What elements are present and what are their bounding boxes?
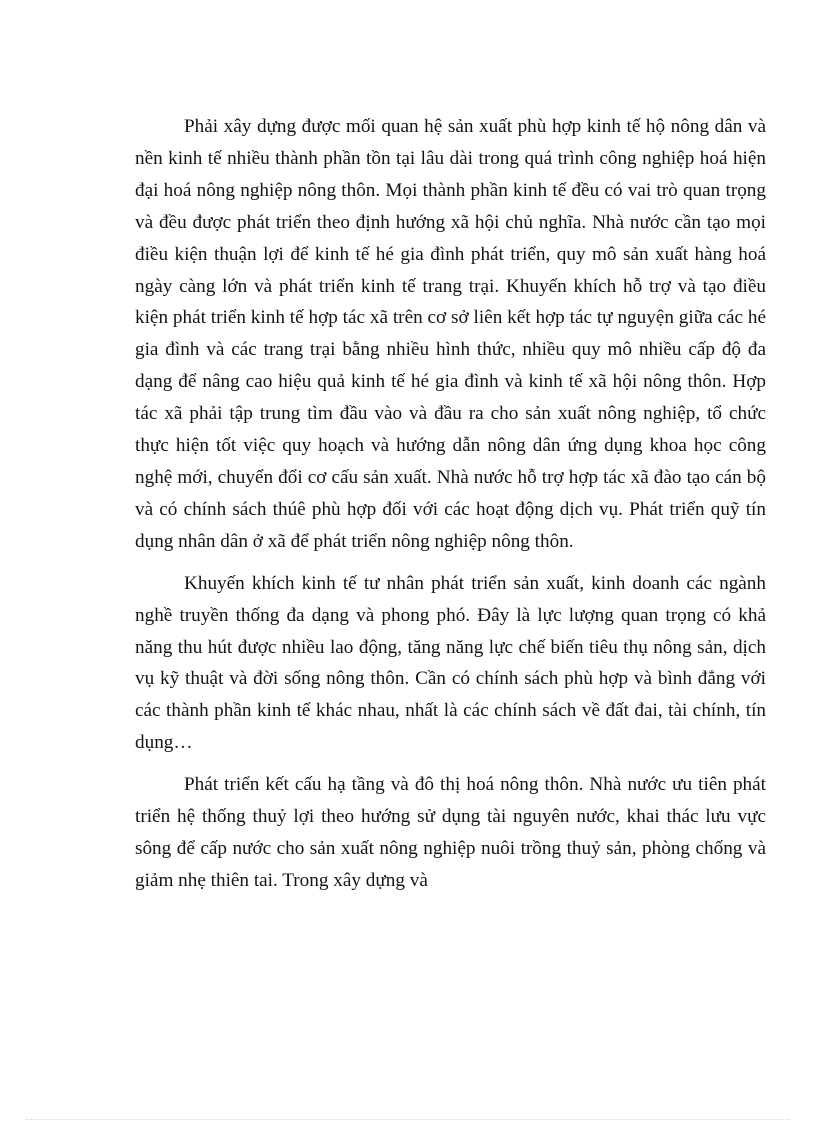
page-bottom-border: [26, 1119, 790, 1120]
body-text: [135, 111, 766, 897]
paragraph-3: Phát triển kết cấu hạ tầng và đô thị hoá nông thôn. Nhà nước ưu tiên phát triển hệ thống thuỷ lợi theo hướng sử dụng tài nguyên nước, khai thác lưu vực sông để cấp nước cho sản xuất nông nghiệp nuôi trồng thuỷ sản, phòng chống và giảm nhẹ thiên tai. Trong xây dựng và: [135, 774, 766, 891]
paragraph-1: Phải xây dựng được mối quan hệ sản xuất phù hợp kinh tế hộ nông dân và nền kinh tế nhiều thành phần tồn tại lâu dài trong quá trình công nghiệp hoá hiện đại hoá nông nghiệp nông thôn. Mọi thành phần kinh tế đều có vai trò quan trọng và đều được phát triển theo định hướng xã hội chủ nghĩa. Nhà nước cần tạo mọi điều kiện thuận lợi để kinh tế hé gia đình phát triển, quy mô sản xuất hàng hoá ngày càng lớn và phát triển kinh tế trang trại. Khuyến khích hỗ trợ và tạo điều kiện phát triển kinh tế hợp tác xã trên cơ sở liên kết hợp tác tự nguyện giữa các hé gia đình và các trang trại bằng nhiều hình thức, nhiều quy mô nhiều cấp độ đa dạng để nâng cao hiệu quả kinh tế hé gia đình và kinh tế xã hội nông thôn. Hợp tác xã phải tập trung tìm đầu vào và đầu ra cho sản xuất nông nghiệp, tổ chức thực hiện tốt việc quy hoạch và hướng dẫn nông dân ứng dụng khoa học công nghệ mới, chuyển đổi cơ cấu sản xuất. Nhà nước hỗ trợ hợp tác xã đào tạo cán bộ và có chính sách thúê phù hợp đối với các hoạt động dịch vụ. Phát triển quỹ tín dụng nhân dân ở xã để phát triển nông nghiệp nông thôn.: [135, 116, 766, 552]
paragraph-2: Khuyến khích kinh tế tư nhân phát triển sản xuất, kinh doanh các ngành nghề truyền thống đa dạng và phong phó. Đây là lực lượng quan trọng có khả năng thu hút được nhiều lao động, tăng năng lực chế biến tiêu thụ nông sản, dịch vụ kỹ thuật và đời sống nông thôn. Cần có chính sách phù hợp và bình đẳng với các thành phần kinh tế khác nhau, nhất là các chính sách về đất đai, tài chính, tín dụng…: [135, 572, 766, 754]
